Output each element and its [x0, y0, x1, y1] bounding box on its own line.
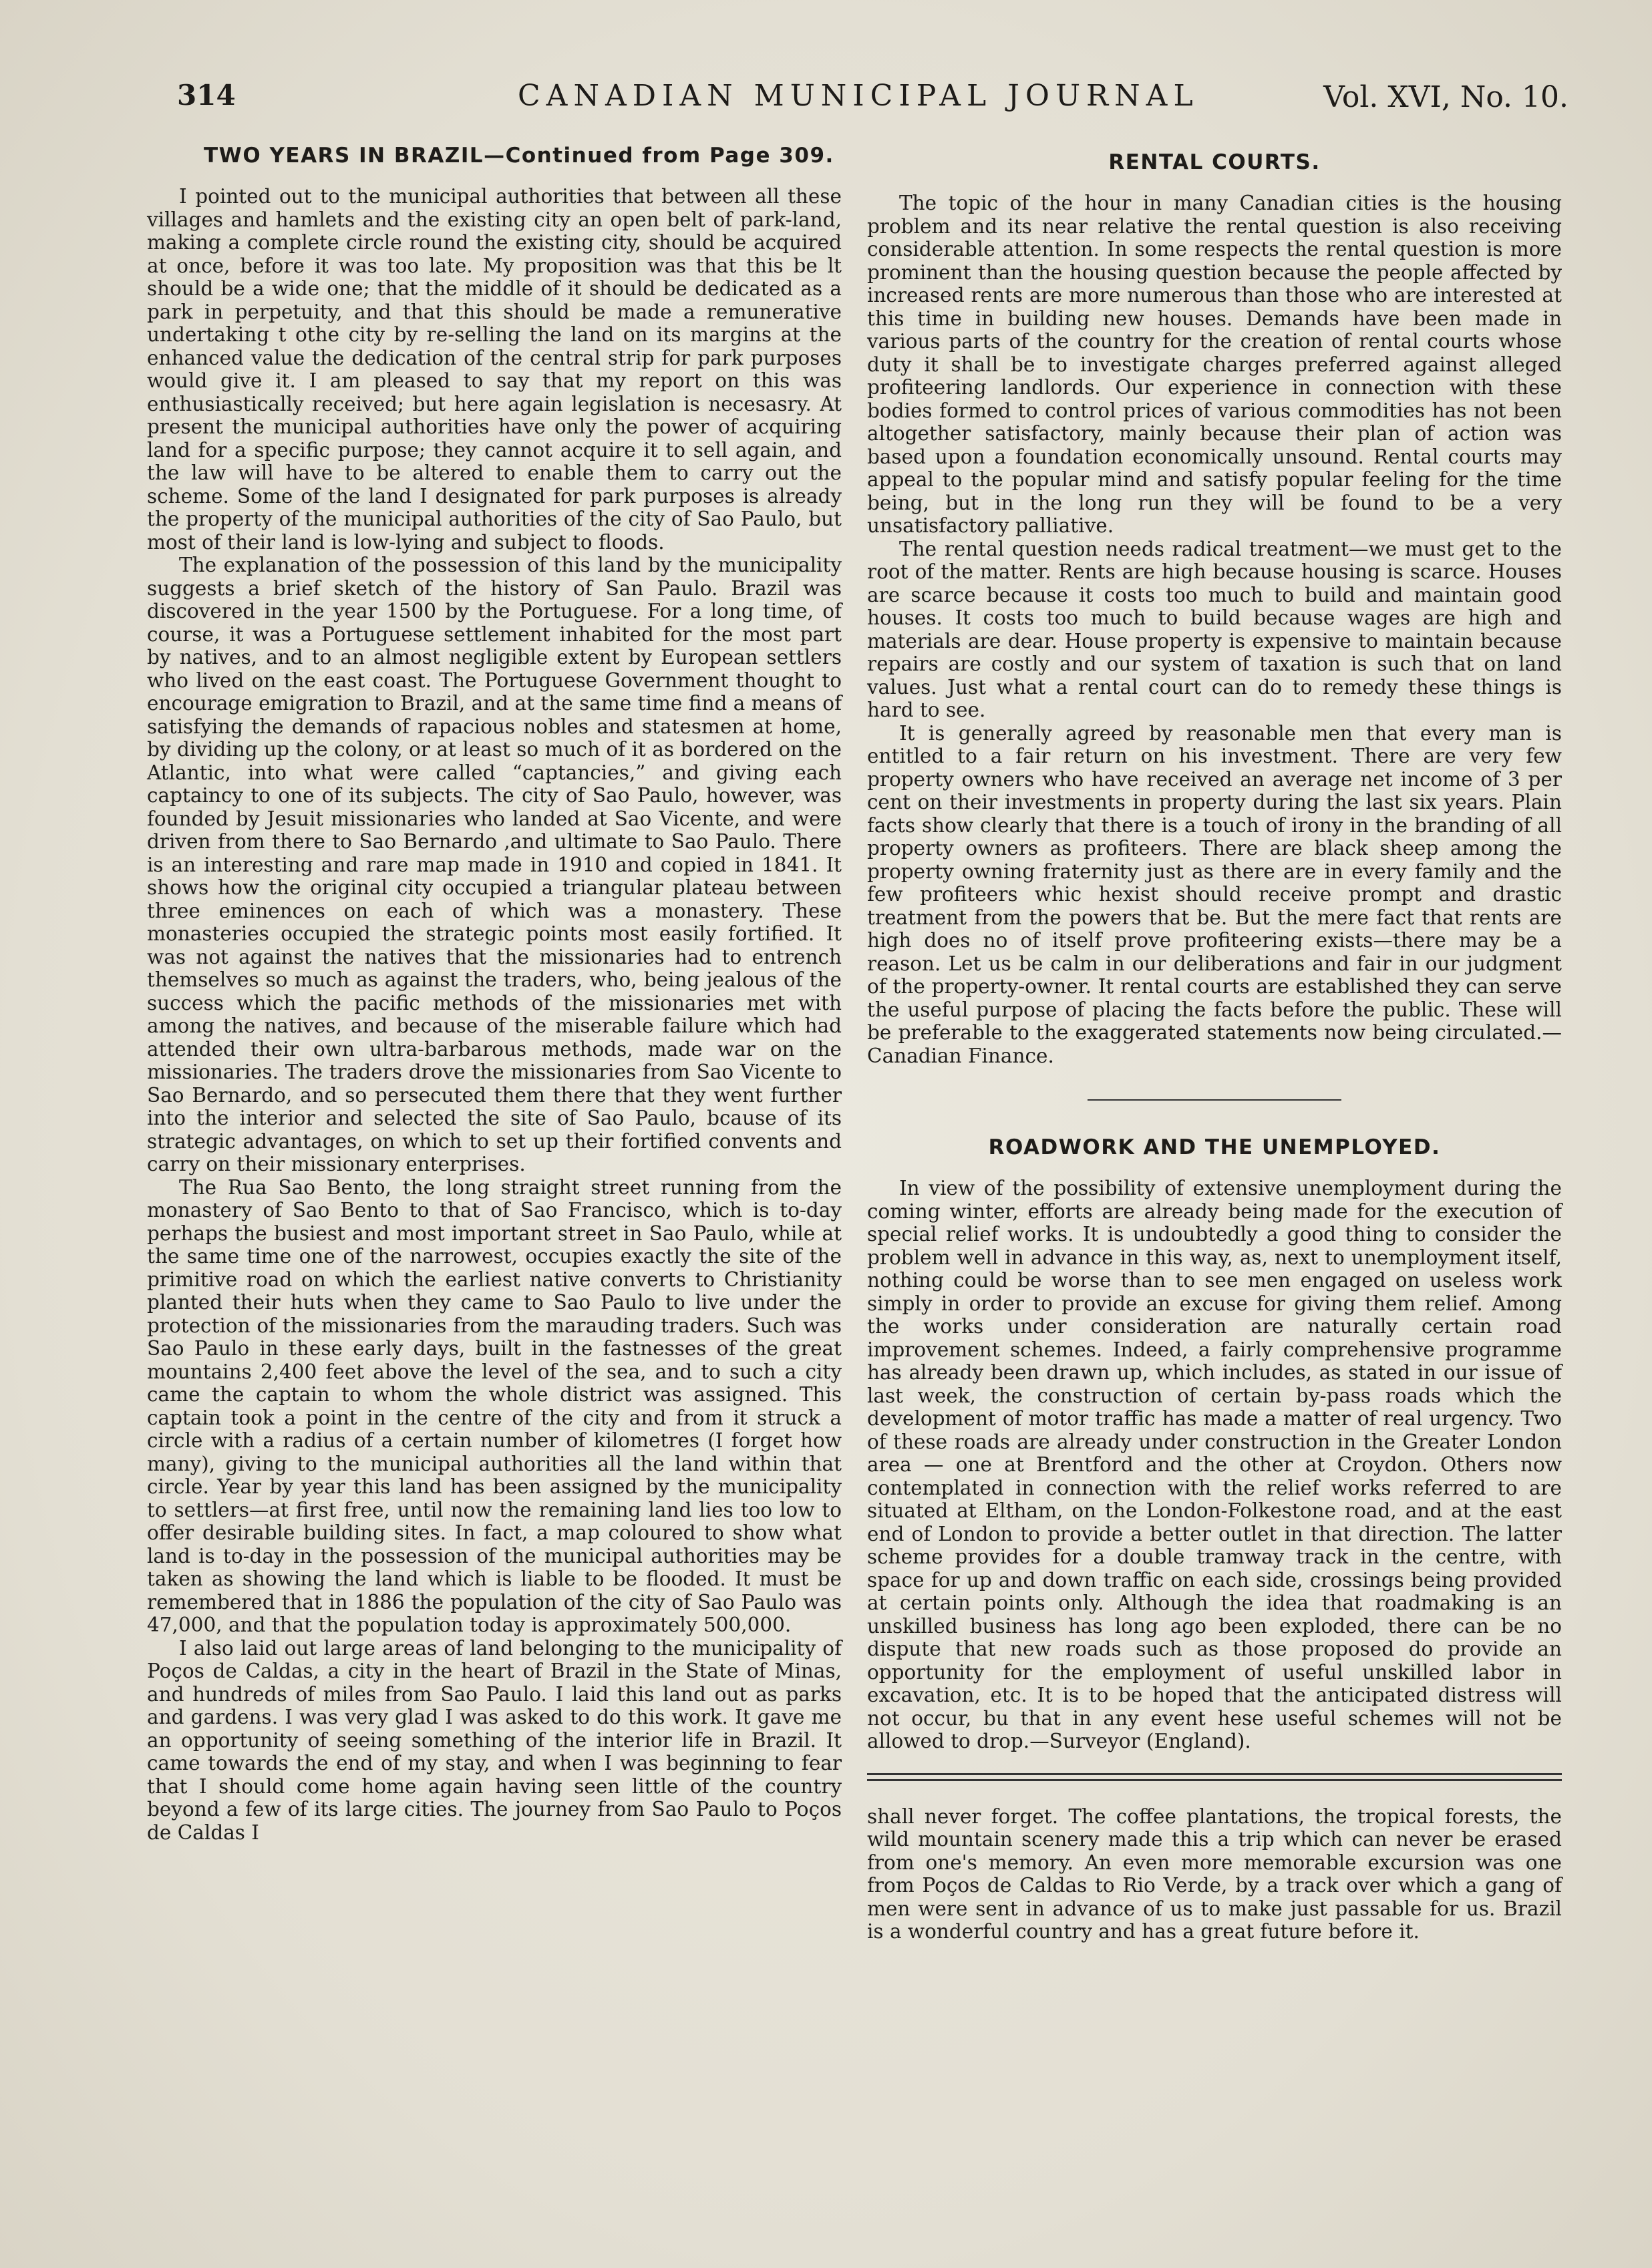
rental-paragraph: The topic of the hour in many Canadian cities is the housing problem and its near relative the rental question is also receiving considerable attention. In some respects the rental question is more prominent than the housing question because the people affected by increased rents are more numerous than those who are interested at this time in building new houses. Demands have been made in various parts of the country for the creation of rental courts whose duty it shall be to investigate charges preferred against alleged profiteering landlords. Our experience in connection with these bodies formed to control prices of various commodities has not been altogether satisfactory, mainly because their plan of action was based upon a foundation economically unsound. Rental courts may appeal to the popular mind and satisfy popular feeling for the time being, but in the long run they will be found to be a very unsatisfactory palliative. — [867, 192, 1562, 537]
journal-title: CANADIAN MUNICIPAL JOURNAL — [518, 79, 1199, 113]
brazil-paragraph: I pointed out to the municipal authorities that between all these villages and hamlets and the existing city an open belt of park-land, making a complete circle round the existing city, should be acquired at once, before it was too late. My proposition was that this be lt should be a wide one; that the middle of it should be dedicated as a park in perpetuity, and that this should be made a remunerative undertaking t othe city by re-selling the land on its margins at the enhanced value the dedication of the central strip for park purposes would give it. I am pleased to say that my report on this was enthusiastically received; but here again legislation is necesasry. At present the municipal authorities have only the power of acquiring land for a specific purpose; they cannot acquire it to sell again, and the law will have to be altered to enable them to carry out the scheme. Some of the land I designated for park purposes is already the property of the municipal authorities of the city of Sao Paulo, but most of their land is low-lying and subject to floods. — [147, 185, 842, 554]
brazil-paragraph: The explanation of the possession of this land by the municipality suggests a brief sketch of the history of San Paulo. Brazil was discovered in the year 1500 by the Portuguese. For a long time, of course, it was a Portuguese settlement inhabited for the most part by natives, and to an almost negligible extent by European settlers who lived on the east coast. The Portuguese Government thought to encourage emigration to Brazil, and at the same time find a means of satisfying the demands of rapacious nobles and statesmen at home, by dividing up the colony, or at least so much of it as bordered on the Atlantic, into what were called “captancies,” and giving each captaincy to one of its subjects. The city of Sao Paulo, however, was founded by Jesuit missionaries who landed at Sao Vicente, and were driven from there to Sao Bernardo ,and ultimate to Sao Paulo. There is an interesting and rare map made in 1910 and copied in 1841. It shows how the original city occupied a triangular plateau between three eminences on each of which was a monastery. These monasteries occupied the strategic points most easily fortified. It was not against the natives that the missionaries had to entrench themselves so much as against the traders, who, being jealous of the success which the pacific methods of the missionaries met with among the natives, and because of the miserable failure which had attended their own ultra-barbarous methods, made war on the missionaries. The traders drove the missionaries from Sao Vicente to Sao Bernardo, and so persecuted them there that they went further into the interior and selected the site of Sao Paulo, bcause of its strategic advantages, on which to set up their fortified convents and carry on their missionary enterprises. — [147, 554, 842, 1175]
volume-number: Vol. XVI, No. 10. — [1323, 80, 1568, 114]
double-rule-top — [867, 1773, 1562, 1775]
left-column — [147, 144, 842, 1844]
brazil-continuation-paragraph: shall never forget. The coffee plantations, the tropical forests, the wild mountain scenery made this a trip which can never be erased from one's memory. An even more memorable excursion was one from Poços de Caldas to Rio Verde, by a track over which a gang of men were sent in advance of us to make just passable for us. Brazil is a wonderful country and has a great future before it. — [867, 1805, 1562, 1943]
rental-courts-heading: RENTAL COURTS. — [1108, 150, 1321, 174]
rental-paragraph: It is generally agreed by reasonable men that every man is entitled to a fair return on his investment. There are very few property owners who have received an average net income of 3 per cent on their investments in property during the last six years. Plain facts show clearly that there is a touch of irony in the branding of all property owners as profiteers. There are black sheep among the property owning fraternity just as there are in every family and the few profiteers whic hexist should receive prompt and drastic treatment from the powers that be. But the mere fact that rents are high does no of itself prove profiteering exists—there may be a reason. Let us be calm in our deliberations and fair in our judgment of the property-owner. It rental courts are established they can serve the useful purpose of placing the facts before the public. These will be preferable to the exaggerated statements now being circulated.—Canadian Finance. — [867, 721, 1562, 1067]
rental-paragraph: The rental question needs radical treatment—we must get to the root of the matter. Rents are high because housing is scarce. Houses are scarce because it costs too much to build and maintain good houses. It costs too much to build because wages are high and materials are dear. House property is expensive to maintain because repairs are costly and our system of taxation is such that on land values. Just what a rental court can do to remedy these things is hard to see. — [867, 537, 1562, 721]
roadwork-heading: ROADWORK AND THE UNEMPLOYED. — [988, 1135, 1441, 1159]
brazil-article-heading: TWO YEARS IN BRAZIL—Continued from Page 309. — [204, 144, 834, 168]
brazil-paragraph: I also laid out large areas of land belonging to the municipality of Poços de Caldas, a city in the heart of Brazil in the State of Minas, and hundreds of miles from Sao Paulo. I laid this land out as parks and gardens. I was very glad I was asked to do this work. It gave me an opportunity of seeing something of the interior life in Brazil. It came towards the end of my stay, and when I was beginning to fear that I should come home again having seen little of the country beyond a few of its large cities. The journey from Sao Paulo to Poços de Caldas I — [147, 1636, 842, 1844]
roadwork-paragraph: In view of the possibility of extensive unemployment during the coming winter, efforts are already being made for the execution of special relief works. It is undoubtedly a good thing to consider the problem well in advance in this way, as, next to unemployment itself, nothing could be worse than to see men engaged on useless work simply in order to provide an excuse for giving them relief. Among the works under consideration are naturally certain road improvement schemes. Indeed, a fairly comprehensive programme has already been drawn up, which includes, as stated in our issue of last week, the construction of certain by-pass roads which the development of motor traffic has made a matter of real urgency. Two of these roads are already under construction in the Greater London area — one at Brentford and the other at Croydon. Others now contemplated in connection with the relief works referred to are situated at Eltham, on the London-Folkestone road, and at the east end of London to provide a better outlet in that direction. The latter scheme provides for a double tramway track in the centre, with space for up and down traffic on each side, crossings being provided at certain points only. Although the idea that roadmaking is an unskilled business has long ago been exploded, there can be no dispute that new roads such as those proposed do provide an opportunity for the employment of useful unskilled labor in excavation, etc. It is to be hoped that the anticipated distress will not occur, bu that in any event hese useful schemes will not be allowed to drop.—Surveyor (England). — [867, 1177, 1562, 1752]
page-number: 314 — [177, 79, 236, 112]
right-column — [867, 150, 1562, 1943]
brazil-paragraph: The Rua Sao Bento, the long straight street running from the monastery of Sao Bento to that of Sao Francisco, which is to-day perhaps the busiest and most important street in Sao Paulo, while at the same time one of the narrowest, occupies exactly the site of the primitive road on which the earliest native converts to Christianity planted their huts when they came to Sao Paulo to live under the protection of the missionaries from the marauding traders. Such was Sao Paulo in these early days, built in the fastnesses of the great mountains 2,400 feet above the level of the sea, and to such a city came the captain to whom the whole district was assigned. This captain took a point in the centre of the city and from it struck a circle with a radius of a certain number of kilometres (I forget how many), giving to the municipal authorities all the land within that circle. Year by year this land has been assigned by the municipality to settlers—at first free, until now the remaining land lies too low to offer desirable building sites. In fact, a map coloured to show what land is to-day in the possession of the municipal authorities may be taken as showing the land which is liable to be flooded. It must be remembered that in 1886 the population of the city of Sao Paulo was 47,000, and that the population today is approximately 500,000. — [147, 1175, 842, 1636]
section-divider — [1088, 1099, 1341, 1101]
double-rule-bottom — [867, 1779, 1562, 1781]
page-header — [177, 79, 1568, 126]
